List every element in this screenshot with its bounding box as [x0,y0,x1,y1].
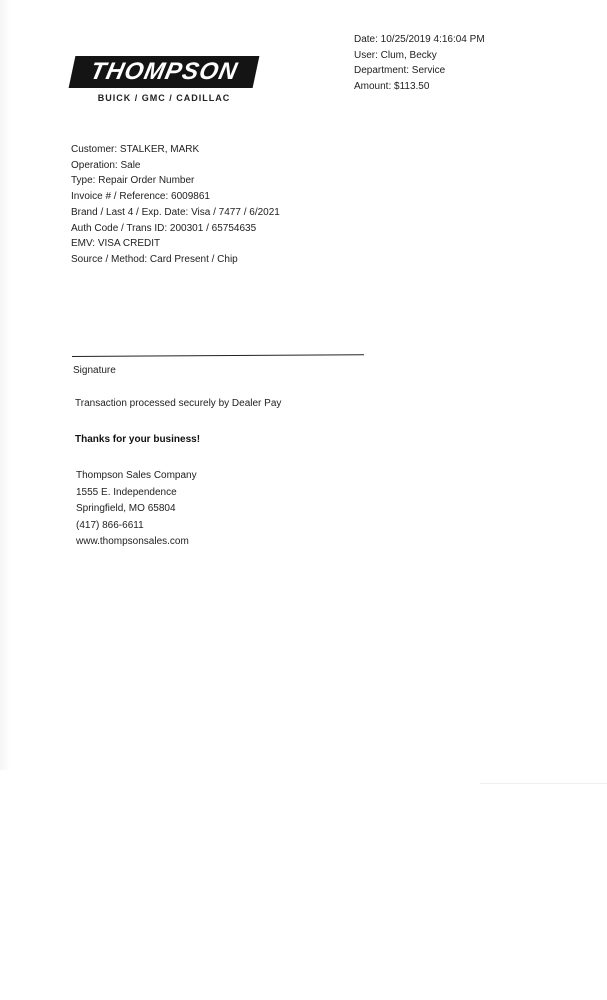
company-website: www.thompsonsales.com [76,536,189,547]
company-address [76,468,197,551]
customer-line: Customer: STALKER, MARK [71,144,200,155]
processed-note: Transaction processed securely by Dealer Pay [75,398,282,409]
source-method-line: Source / Method: Card Present / Chip [71,253,238,265]
type-line: Type: Repair Order Number [71,175,195,187]
dealer-logo [72,56,256,103]
header-info [354,32,485,94]
date-line: Date: 10/25/2019 4:16:04 PM [354,34,485,45]
company-street: 1555 E. Independence [76,486,177,498]
operation-line: Operation: Sale [71,159,141,171]
scan-artifact-line [480,783,607,784]
card-brand-line: Brand / Last 4 / Exp. Date: Visa / 7477 / 6/2021 [71,206,280,218]
logo-brands: BUICK / GMC / CADILLAC [97,93,231,103]
company-phone: (417) 866-6611 [76,519,144,531]
emv-line: EMV: VISA CREDIT [71,238,161,250]
amount-line: Amount: $113.50 [354,80,430,92]
transaction-details [71,142,280,268]
company-city: Springfield, MO 65804 [76,503,176,514]
signature-label: Signature [73,365,116,376]
signature-line [72,354,364,357]
invoice-line: Invoice # / Reference: 6009861 [71,191,210,203]
company-name: Thompson Sales Company [76,470,197,481]
logo-plate [69,56,260,88]
logo-wordmark: THOMPSON [87,58,241,85]
thanks-message: Thanks for your business! [75,434,201,445]
scan-edge-shadow [0,0,10,770]
user-line: User: Clum, Becky [354,49,437,61]
auth-code-line: Auth Code / Trans ID: 200301 / 65754635 [71,222,257,234]
department-line: Department: Service [354,65,446,76]
